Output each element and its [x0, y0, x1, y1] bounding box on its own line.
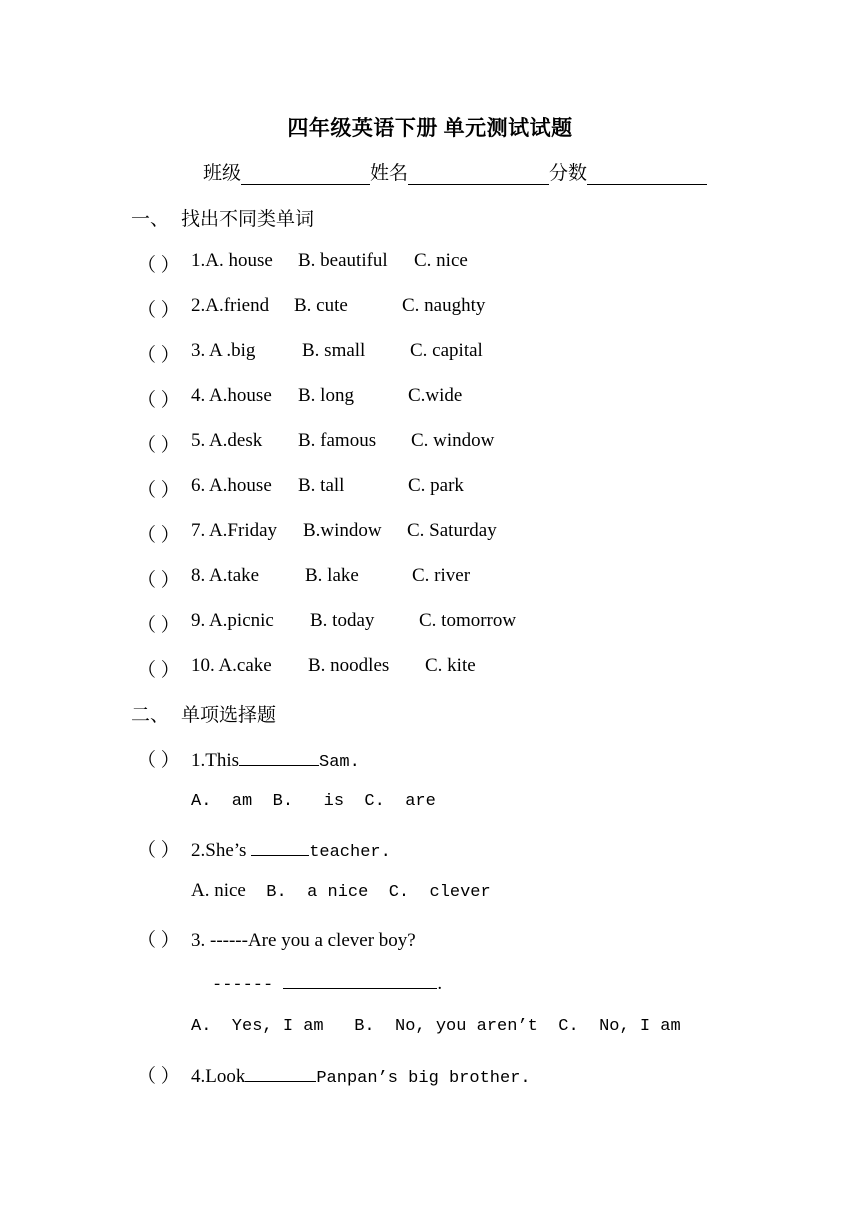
question-row — [137, 295, 737, 322]
option-a: 6. A.house — [191, 475, 272, 496]
mc-options-2 — [191, 880, 491, 902]
option-c: C. nice — [414, 250, 468, 271]
section-1-heading — [131, 204, 314, 231]
option-c: C. river — [412, 565, 471, 586]
option-a: 9. A.picnic — [191, 610, 274, 631]
question-text: 2.She’s — [191, 840, 252, 861]
answer-blank[interactable] — [245, 1063, 316, 1082]
option-b: B. small — [302, 340, 366, 361]
option-c: C. Saturday — [407, 520, 497, 541]
answer-paren[interactable]: （ ） — [137, 1066, 180, 1087]
answer-paren[interactable]: （ ） — [137, 570, 180, 591]
question-row — [137, 610, 737, 637]
option-c: C. window — [411, 430, 495, 451]
question-text-end: Panpan’s big brother. — [316, 1069, 531, 1088]
option-a: 3. A .big — [191, 340, 256, 361]
option-c: C. naughty — [402, 295, 486, 316]
question-text: 3. ------Are you a clever boy? — [191, 930, 416, 951]
option-c: C. tomorrow — [419, 610, 517, 631]
option-a: 1.A. house — [191, 250, 273, 271]
answer-paren[interactable]: （ ） — [137, 345, 180, 366]
answer-paren[interactable]: （ ） — [137, 525, 180, 546]
question-row — [137, 430, 737, 457]
answer-paren[interactable]: （ ） — [137, 615, 180, 636]
option-c: C. park — [408, 475, 464, 496]
option-b: B. today — [310, 610, 375, 631]
class-blank[interactable] — [241, 164, 370, 185]
mc-question-4 — [137, 1061, 531, 1088]
answer-paren[interactable]: （ ） — [137, 300, 180, 321]
question-row — [137, 655, 737, 682]
option-b: B. long — [298, 385, 354, 406]
question-row — [137, 520, 737, 547]
question-row — [137, 340, 737, 367]
option-b: B. beautiful — [298, 250, 388, 271]
option-a: A. nice — [191, 880, 246, 901]
question-row — [137, 385, 737, 412]
question-row — [137, 565, 737, 592]
option-b: B. famous — [298, 430, 377, 451]
answer-paren[interactable]: （ ） — [137, 255, 180, 276]
question-text: 1.This — [191, 750, 240, 771]
section-number: 一、 — [131, 209, 170, 230]
score-blank[interactable] — [587, 164, 707, 185]
question-row — [137, 475, 737, 502]
section-number: 二、 — [131, 705, 170, 726]
option-a: 5. A.desk — [191, 430, 263, 451]
class-label: 班级 — [203, 163, 242, 184]
option-a: 7. A.Friday — [191, 520, 278, 541]
option-b: B. lake — [305, 565, 359, 586]
name-blank[interactable] — [408, 164, 549, 185]
answer-blank[interactable] — [251, 837, 309, 856]
option-c: C. kite — [425, 655, 476, 676]
answer-paren[interactable]: （ ） — [137, 660, 180, 681]
answer-paren[interactable]: （ ） — [137, 840, 180, 861]
answer-paren[interactable]: （ ） — [137, 930, 180, 951]
option-b: B. noodles — [308, 655, 390, 676]
options-rest: B. a nice C. clever — [245, 883, 491, 902]
section-title: 找出不同类单词 — [181, 209, 315, 230]
reply-line — [212, 970, 442, 995]
option-c: C.wide — [408, 385, 463, 406]
option-b: B. tall — [298, 475, 345, 496]
option-a: 10. A.cake — [191, 655, 272, 676]
question-text-end: Sam. — [319, 753, 360, 772]
reply-dashes: ------ — [212, 976, 284, 995]
option-b: B. cute — [294, 295, 348, 316]
option-a: 4. A.house — [191, 385, 272, 406]
mc-question-2 — [137, 835, 391, 862]
question-text-end: teacher. — [309, 843, 391, 862]
name-label: 姓名 — [370, 163, 409, 184]
option-a: 8. A.take — [191, 565, 260, 586]
mc-question-1 — [137, 745, 360, 772]
answer-blank[interactable] — [283, 970, 437, 989]
answer-blank[interactable] — [239, 747, 319, 766]
question-text: 4.Look — [191, 1066, 246, 1087]
page-title: 四年级英语下册 单元测试试题 — [287, 116, 573, 140]
question-row — [137, 250, 737, 277]
option-b: B.window — [303, 520, 382, 541]
reply-end: . — [437, 973, 443, 994]
answer-paren[interactable]: （ ） — [137, 750, 180, 771]
answer-paren[interactable]: （ ） — [137, 390, 180, 411]
section-title: 单项选择题 — [181, 705, 277, 726]
mc-options-3: A. Yes, I am B. No, you aren’t C. No, I am — [191, 1017, 681, 1036]
answer-paren[interactable]: （ ） — [137, 480, 180, 501]
score-label: 分数 — [549, 163, 588, 184]
option-a: 2.A.friend — [191, 295, 270, 316]
option-c: C. capital — [410, 340, 483, 361]
answer-paren[interactable]: （ ） — [137, 435, 180, 456]
mc-options-1: A. am B. is C. are — [191, 792, 436, 811]
section-2-heading — [131, 700, 276, 727]
student-info-line — [203, 158, 707, 185]
mc-question-3 — [137, 925, 416, 952]
